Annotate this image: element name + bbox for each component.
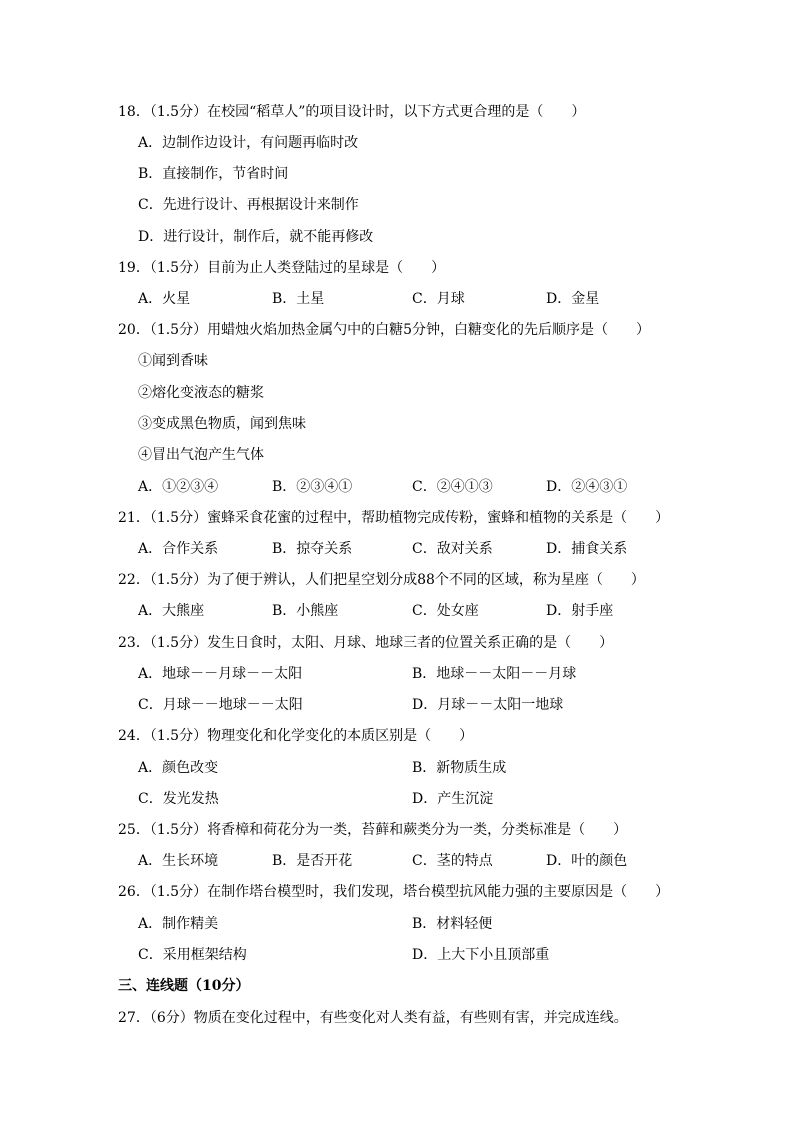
question-19-stem: 19．（1.5分）目前为止人类登陆过的星球是（ ） [118,260,446,276]
q22-option-c: C．处女座 [412,603,479,619]
q21-option-b: B．掠夺关系 [272,541,353,557]
q25-option-b: B．是否开花 [272,853,353,869]
q21-option-a: A．合作关系 [138,541,219,557]
q18-option-b: B．直接制作，节省时间 [138,166,289,182]
question-23-stem: 23．（1.5分）发生日食时，太阳、月球、地球三者的位置关系正确的是（ ） [118,635,614,651]
q24-option-c: C．发光发热 [138,791,219,807]
q20-option-a: A．①②③④ [138,479,219,495]
q21-option-c: C．敌对关系 [412,541,493,557]
question-22-stem: 22．（1.5分）为了便于辨认，人们把星空划分成88个不同的区域，称为星座（ ） [118,572,645,588]
q24-option-b: B．新物质生成 [412,760,507,776]
section-title-matching: 三、连线题（10分） [118,978,250,994]
question-25-stem: 25．（1.5分）将香樟和荷花分为一类，苔藓和蕨类分为一类，分类标准是（ ） [118,822,628,838]
q18-option-d: D．进行设计，制作后，就不能再修改 [138,229,374,245]
q20-item-4: ④冒出气泡产生气体 [138,447,264,463]
q20-item-2: ②熔化变液态的糖浆 [138,385,264,401]
q20-item-3: ③变成黑色物质，闻到焦味 [138,416,306,432]
q20-option-d: D．②④③① [546,479,628,495]
q18-option-a: A．边制作边设计，有问题再临时改 [138,135,359,151]
q23-option-d: D．月球－－太阳一地球 [412,697,564,713]
q22-option-b: B．小熊座 [272,603,339,619]
q20-option-c: C．②④①③ [412,479,493,495]
q25-option-a: A．生长环境 [138,853,219,869]
q23-option-b: B．地球－－太阳－－月球 [412,666,577,682]
q26-option-b: B．材料轻便 [412,916,493,932]
q26-option-c: C．采用框架结构 [138,947,247,963]
q23-option-c: C．月球－－地球－－太阳 [138,697,303,713]
q22-option-d: D．射手座 [546,603,614,619]
q19-option-d: D．金星 [546,291,600,307]
q24-option-d: D．产生沉淀 [412,791,494,807]
q25-option-c: C．茎的特点 [412,853,493,869]
q19-option-b: B．土星 [272,291,325,307]
question-21-stem: 21．（1.5分）蜜蜂采食花蜜的过程中，帮助植物完成传粉，蜜蜂和植物的关系是（ ） [118,510,670,526]
question-18-stem: 18．（1.5分）在校园“稻草人”的项目设计时，以下方式更合理的是（ ） [118,104,586,120]
q20-option-b: B．②③④① [272,479,353,495]
question-27-stem: 27．（6分）物质在变化过程中，有些变化对人类有益，有些则有害，并完成连线。 [118,1010,628,1026]
q19-option-c: C．月球 [412,291,465,307]
q18-option-c: C．先进行设计、再根据设计来制作 [138,197,359,213]
q20-item-1: ①闻到香味 [138,353,208,369]
question-20-stem: 20．（1.5分）用蜡烛火焰加热金属勺中的白糖5分钟，白糖变化的先后顺序是（ ） [118,322,650,338]
q26-option-d: D．上大下小且顶部重 [412,947,550,963]
q22-option-a: A．大熊座 [138,603,205,619]
q24-option-a: A．颜色改变 [138,760,219,776]
question-26-stem: 26．（1.5分）在制作塔台模型时，我们发现，塔台模型抗风能力强的主要原因是（ ） [118,884,670,900]
q25-option-d: D．叶的颜色 [546,853,628,869]
question-24-stem: 24．（1.5分）物理变化和化学变化的本质区别是（ ） [118,728,474,744]
q23-option-a: A．地球－－月球－－太阳 [138,666,303,682]
q26-option-a: A．制作精美 [138,916,219,932]
q21-option-d: D．捕食关系 [546,541,628,557]
q19-option-a: A．火星 [138,291,191,307]
